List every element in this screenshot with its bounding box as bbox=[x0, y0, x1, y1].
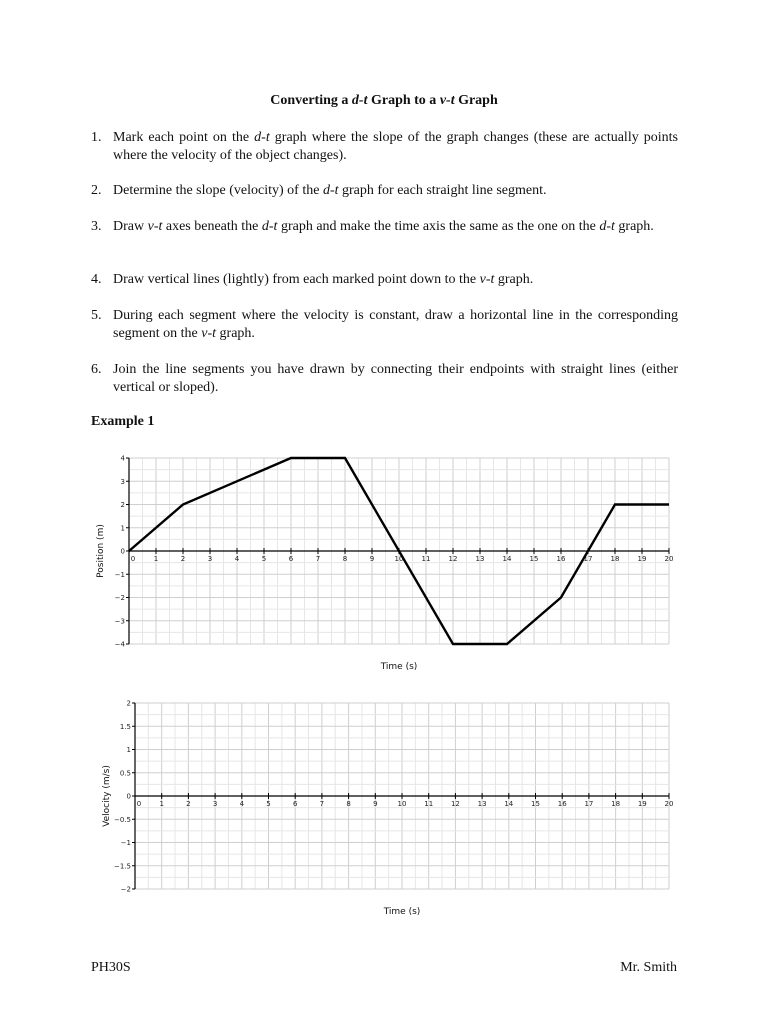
title-post: Graph bbox=[454, 93, 498, 108]
x-tick-label: 18 bbox=[610, 555, 620, 563]
y-tick-label: −2 bbox=[114, 594, 125, 602]
x-tick-label: 0 bbox=[130, 555, 136, 563]
page-title bbox=[0, 93, 768, 109]
instruction-step bbox=[91, 271, 678, 289]
x-tick-label: 15 bbox=[529, 555, 539, 563]
step-text: Join the line segments you have drawn by connecting their endpoints with straight lines (either vertical or sloped). bbox=[113, 362, 678, 395]
x-tick-label: 6 bbox=[288, 555, 294, 563]
x-tick-label: 8 bbox=[342, 555, 348, 563]
x-tick-label: 16 bbox=[556, 555, 566, 563]
x-axis-label: Time (s) bbox=[383, 907, 421, 917]
step-text: graph where the slope of the graph changes (these are actually points where the velocity of the object changes). bbox=[113, 130, 678, 163]
x-axis-label: Time (s) bbox=[380, 662, 418, 672]
title-mid: Graph to a bbox=[367, 93, 440, 108]
x-tick-label: 19 bbox=[637, 555, 647, 563]
y-tick-label: 3 bbox=[120, 477, 125, 486]
step-text: Mark each point on the bbox=[113, 130, 255, 145]
step-text: Determine the slope (velocity) of the bbox=[113, 183, 323, 198]
y-tick-label: −2 bbox=[120, 885, 131, 894]
instruction-step bbox=[91, 307, 678, 343]
y-tick-label: 1 bbox=[120, 524, 125, 533]
title-vt: v-t bbox=[439, 93, 455, 108]
step-number: 6. bbox=[91, 362, 102, 377]
footer-author: Mr. Smith bbox=[620, 960, 677, 975]
x-tick-label: 17 bbox=[583, 555, 593, 563]
step-text: graph for each straight line segment. bbox=[338, 183, 547, 198]
example-heading: Example 1 bbox=[91, 414, 155, 429]
x-tick-label: 19 bbox=[637, 800, 647, 808]
instruction-step bbox=[91, 182, 678, 200]
instruction-step bbox=[91, 129, 678, 165]
step-number: 1. bbox=[91, 130, 102, 145]
x-tick-label: 13 bbox=[475, 555, 485, 563]
x-tick-label: 9 bbox=[373, 800, 378, 808]
y-tick-label: 0.5 bbox=[119, 769, 131, 778]
step-term: d-t bbox=[254, 130, 270, 145]
x-tick-label: 12 bbox=[448, 555, 458, 563]
x-tick-label: 9 bbox=[369, 555, 375, 563]
x-tick-label: 2 bbox=[186, 800, 191, 808]
x-tick-label: 1 bbox=[153, 555, 159, 563]
step-text: Draw vertical lines (lightly) from each marked point down to the bbox=[113, 272, 480, 287]
step-text: Draw bbox=[113, 219, 148, 234]
y-tick-label: 4 bbox=[120, 454, 125, 463]
x-tick-label: 1 bbox=[159, 800, 164, 808]
x-tick-label: 16 bbox=[557, 800, 567, 808]
step-text: graph. bbox=[494, 272, 534, 287]
x-tick-label: 8 bbox=[346, 800, 351, 808]
y-axis-label: Velocity (m/s) bbox=[102, 765, 112, 827]
step-number: 2. bbox=[91, 183, 102, 198]
y-tick-label: 1.5 bbox=[119, 722, 131, 731]
velocity-time-chart bbox=[0, 690, 768, 930]
step-term: d-t bbox=[322, 183, 339, 198]
x-tick-label: 10 bbox=[397, 800, 407, 808]
instruction-step bbox=[91, 361, 678, 397]
x-tick-label: 17 bbox=[584, 800, 594, 808]
step-text: graph. bbox=[216, 326, 255, 341]
x-tick-label: 11 bbox=[424, 800, 434, 808]
y-tick-label: −1.5 bbox=[114, 862, 131, 871]
y-tick-label: 0 bbox=[120, 547, 125, 556]
x-tick-label: 6 bbox=[292, 800, 298, 808]
x-tick-label: 3 bbox=[207, 555, 213, 563]
step-number: 4. bbox=[91, 272, 102, 287]
x-tick-label: 0 bbox=[136, 800, 142, 808]
x-tick-label: 4 bbox=[239, 800, 245, 808]
x-tick-label: 14 bbox=[502, 555, 512, 563]
x-tick-label: 12 bbox=[450, 800, 460, 808]
x-tick-label: 18 bbox=[611, 800, 621, 808]
title-pre: Converting a bbox=[270, 93, 352, 108]
x-tick-label: 5 bbox=[261, 555, 267, 563]
y-tick-label: 2 bbox=[126, 699, 131, 708]
y-tick-label: 2 bbox=[120, 501, 125, 509]
instruction-step bbox=[91, 218, 678, 236]
step-term: d-t bbox=[261, 219, 278, 234]
x-tick-label: 2 bbox=[180, 555, 186, 563]
step-term: v-t bbox=[479, 272, 495, 287]
footer-course: PH30S bbox=[91, 960, 131, 975]
x-tick-label: 20 bbox=[664, 555, 674, 563]
x-tick-label: 4 bbox=[234, 555, 240, 563]
x-tick-label: 13 bbox=[477, 800, 487, 808]
x-tick-label: 7 bbox=[315, 555, 321, 563]
y-tick-label: −3 bbox=[114, 617, 125, 626]
step-text: During each segment where the velocity is constant, draw a horizontal line in the corresponding segment on the bbox=[113, 308, 678, 341]
y-axis-label: Position (m) bbox=[96, 524, 106, 578]
x-tick-label: 20 bbox=[664, 800, 674, 808]
y-tick-label: −0.5 bbox=[114, 815, 131, 824]
step-text: graph and make the time axis the same as the one on the bbox=[277, 219, 600, 234]
step-text: graph. bbox=[614, 219, 654, 234]
x-tick-label: 14 bbox=[504, 800, 514, 808]
step-number: 3. bbox=[91, 219, 102, 234]
y-tick-label: 1 bbox=[126, 746, 131, 754]
position-time-chart bbox=[0, 446, 768, 686]
x-tick-label: 10 bbox=[394, 555, 404, 563]
x-tick-label: 5 bbox=[266, 800, 271, 808]
step-term: v-t bbox=[201, 326, 217, 341]
step-term: d-t bbox=[599, 219, 615, 234]
x-tick-label: 15 bbox=[531, 800, 540, 808]
y-tick-label: −1 bbox=[120, 839, 131, 847]
step-number: 5. bbox=[91, 308, 102, 323]
x-tick-label: 11 bbox=[421, 555, 431, 563]
step-text: axes beneath the bbox=[162, 219, 262, 234]
title-dt: d-t bbox=[351, 93, 368, 108]
x-tick-label: 7 bbox=[319, 800, 325, 808]
y-tick-label: 0 bbox=[126, 792, 131, 801]
y-tick-label: −1 bbox=[114, 570, 125, 579]
x-tick-label: 3 bbox=[212, 800, 218, 808]
y-tick-label: −4 bbox=[114, 640, 125, 649]
step-term: v-t bbox=[147, 219, 163, 234]
